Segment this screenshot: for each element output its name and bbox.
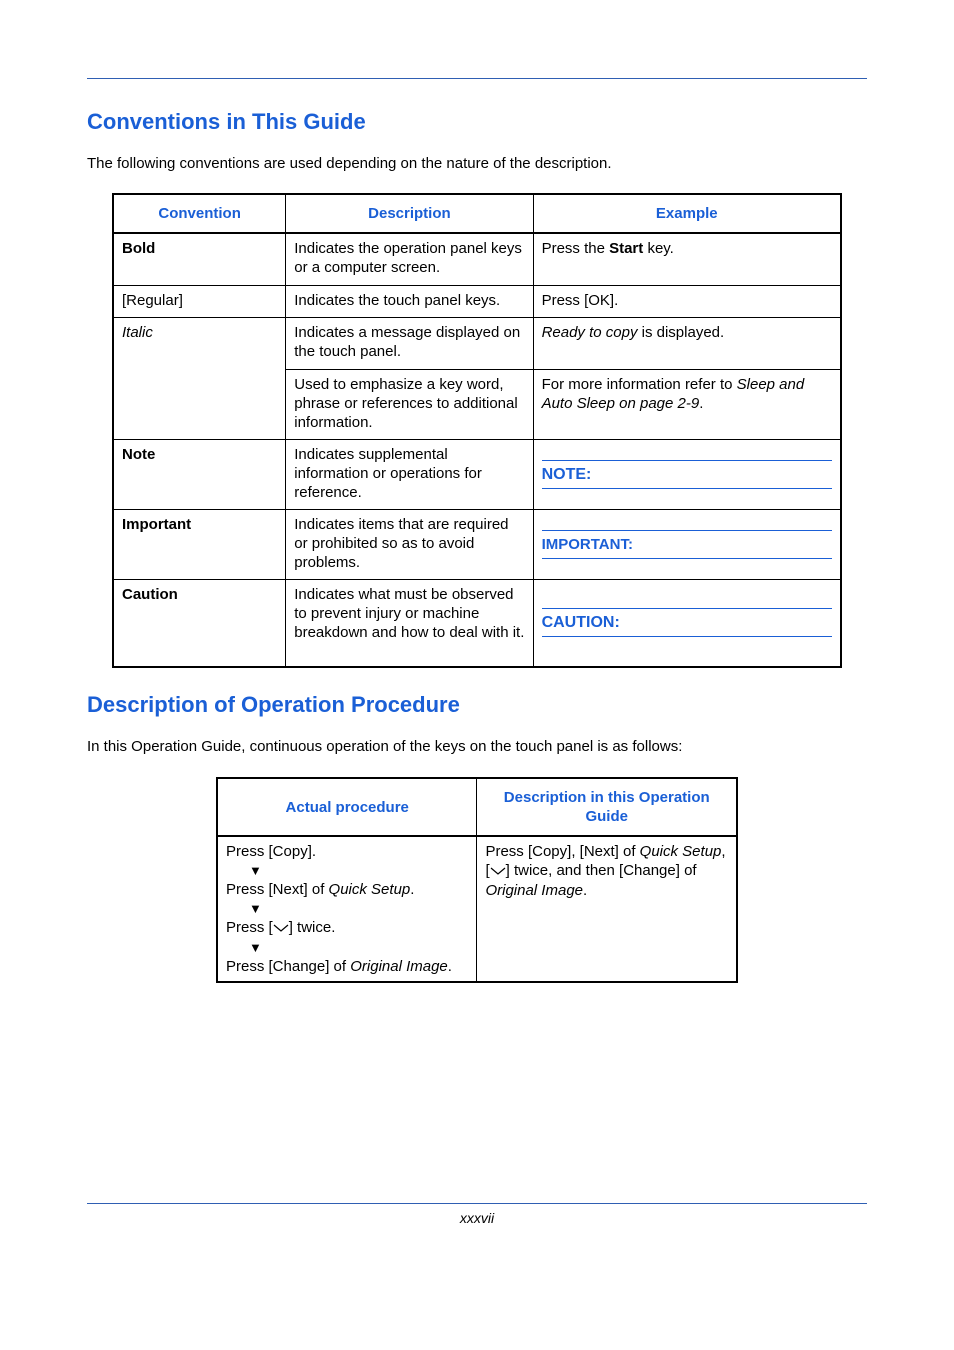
conventions-intro: The following conventions are used depending on the nature of the description. xyxy=(87,155,612,172)
header-rule xyxy=(87,78,867,79)
table-row xyxy=(113,509,841,579)
cell-example xyxy=(533,439,841,509)
cell-description: Used to emphasize a key word, phrase or references to additional information. xyxy=(286,369,533,439)
cell-convention: Bold xyxy=(113,233,286,285)
down-arrow-icon: ▼ xyxy=(249,901,262,916)
cell-description: Indicates supplemental information or operations for reference. xyxy=(286,439,533,509)
down-arrow-icon: ▼ xyxy=(249,939,262,955)
cell-description: Indicates the touch panel keys. xyxy=(286,285,533,317)
header-convention: Convention xyxy=(113,194,286,233)
header-description-in-guide: Description in this Operation Guide xyxy=(477,778,737,836)
procedure-step-2: Press [Next] of Quick Setup. xyxy=(226,881,415,898)
table-header-row xyxy=(113,194,841,233)
procedure-intro: In this Operation Guide, continuous operation of the keys on the touch panel is as follows: xyxy=(87,738,683,755)
important-label: IMPORTANT: xyxy=(542,530,832,559)
cell-description-in-guide: Press [Copy], [Next] of Quick Setup, [ ] twice, and then [Change] of Original Image. xyxy=(477,836,737,982)
cell-example: Press [OK]. xyxy=(533,285,841,317)
cell-convention: Important xyxy=(113,509,286,579)
cell-description: Indicates what must be observed to prevent injury or machine breakdown and how to deal with it. xyxy=(286,579,533,667)
cell-example: Press the Start key. xyxy=(533,233,841,285)
table-row xyxy=(113,439,841,509)
header-actual-procedure: Actual procedure xyxy=(217,778,477,836)
cell-description: Indicates items that are required or prohibited so as to avoid problems. xyxy=(286,509,533,579)
caution-label: CAUTION: xyxy=(542,608,832,637)
table-header-row xyxy=(217,778,737,836)
section-title-operation-procedure: Description of Operation Procedure xyxy=(87,692,460,717)
page-number: xxxvii xyxy=(459,1210,495,1226)
footer-rule xyxy=(87,1203,867,1204)
procedure-step-1: Press [Copy]. xyxy=(226,843,317,860)
chevron-down-icon xyxy=(273,919,289,938)
header-example: Example xyxy=(533,194,841,233)
cell-description: Indicates a message displayed on the touch panel. xyxy=(286,317,533,369)
cell-example: For more information refer to Sleep and Auto Sleep on page 2-9. xyxy=(533,369,841,439)
procedure-step-3: Press [ ] twice. xyxy=(226,919,336,936)
section-title-conventions: Conventions in This Guide xyxy=(87,109,366,134)
table-row xyxy=(113,285,841,317)
header-description: Description xyxy=(286,194,533,233)
table-row xyxy=(217,836,737,982)
chevron-down-icon xyxy=(490,862,506,881)
table-row xyxy=(113,579,841,667)
cell-convention: Italic xyxy=(113,317,286,439)
cell-convention: [Regular] xyxy=(113,285,286,317)
down-arrow-icon: ▼ xyxy=(249,863,262,878)
table-row xyxy=(113,233,841,285)
note-label: NOTE: xyxy=(542,460,832,489)
cell-convention: Caution xyxy=(113,579,286,667)
table-row xyxy=(113,317,841,369)
conventions-table xyxy=(112,193,842,668)
cell-actual-procedure xyxy=(217,836,477,982)
cell-example xyxy=(533,579,841,667)
cell-convention: Note xyxy=(113,439,286,509)
cell-example: Ready to copy is displayed. xyxy=(533,317,841,369)
procedure-table xyxy=(216,777,738,983)
cell-description: Indicates the operation panel keys or a computer screen. xyxy=(286,233,533,285)
cell-example xyxy=(533,509,841,579)
procedure-step-4: Press [Change] of Original Image. xyxy=(226,957,452,975)
